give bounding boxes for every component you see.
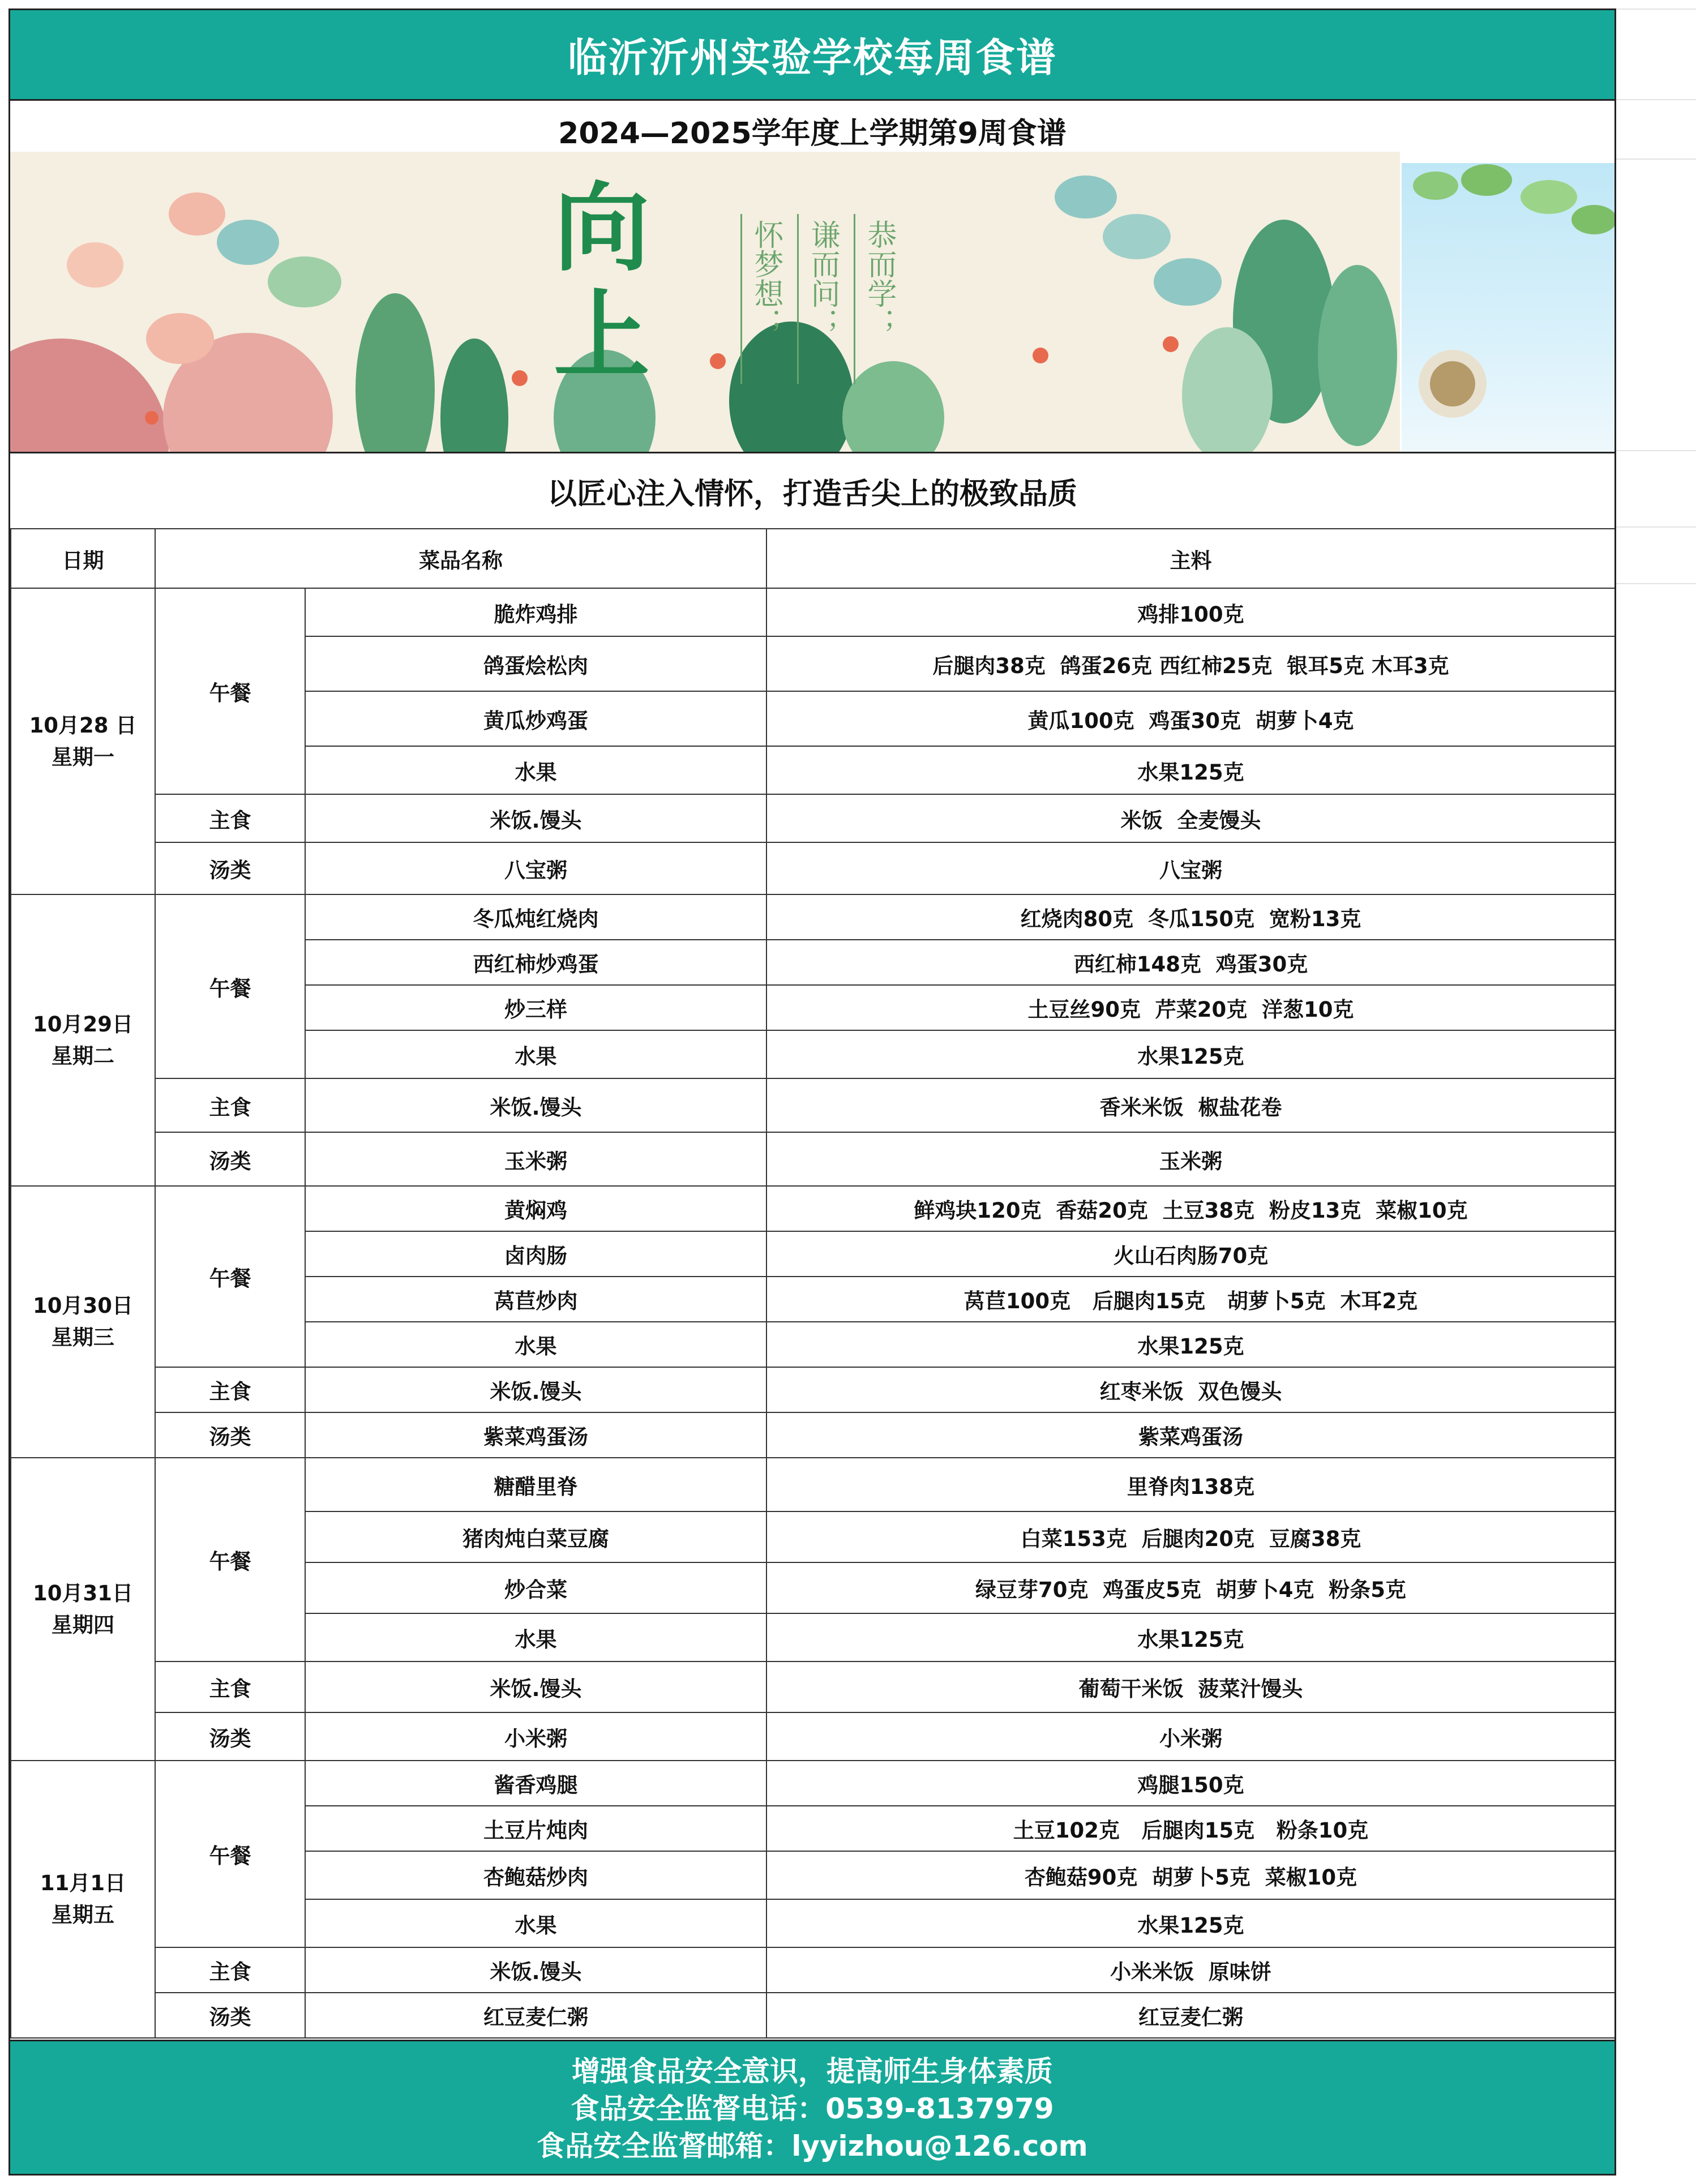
dish-name-cell: 土豆片炖肉 — [305, 1806, 766, 1851]
ingredients-cell: 玉米粥 — [766, 1132, 1615, 1186]
dish-name-cell: 黄瓜炒鸡蛋 — [305, 691, 766, 746]
table-row — [11, 1186, 1615, 1231]
weekday-text: 星期二 — [52, 1043, 114, 1068]
dish-name-cell: 水果 — [305, 1899, 766, 1947]
week-subtitle: 2024—2025学年度上学期第9周食谱 — [558, 117, 1067, 151]
ingredients-cell: 红豆麦仁粥 — [766, 1993, 1615, 2038]
footer-safety-slogan: 增强食品安全意识，提高师生身体素质 — [572, 2054, 1053, 2088]
date-cell — [11, 1458, 155, 1761]
motto-line-1: 恭而学； — [862, 220, 896, 337]
table-row — [11, 1078, 1615, 1132]
table-row — [11, 794, 1615, 842]
meal-category-cell: 主食 — [155, 794, 305, 842]
ingredients-cell: 小米粥 — [766, 1712, 1615, 1761]
meal-category-cell: 主食 — [155, 1661, 305, 1712]
dish-name-cell: 米饭.馒头 — [305, 794, 766, 842]
dish-name-cell: 炒合菜 — [305, 1562, 766, 1613]
table-row — [11, 588, 1615, 636]
date-text: 10月30日 — [33, 1294, 133, 1318]
dish-column-header: 菜品名称 — [155, 529, 766, 588]
ingredients-cell: 后腿肉38克 鸽蛋26克 西红柿25克 银耳5克 木耳3克 — [766, 636, 1615, 691]
dish-name-cell: 水果 — [305, 746, 766, 794]
date-cell — [11, 1761, 155, 2038]
meal-category-cell: 主食 — [155, 1367, 305, 1412]
dish-name-cell: 紫菜鸡蛋汤 — [305, 1412, 766, 1458]
table-row — [11, 1712, 1615, 1761]
dish-name-cell: 猪肉炖白菜豆腐 — [305, 1511, 766, 1562]
ingredients-cell: 土豆102克 后腿肉15克 粉条10克 — [766, 1806, 1615, 1851]
ingredients-cell: 水果125克 — [766, 746, 1615, 794]
dish-name-cell: 鸽蛋烩松肉 — [305, 636, 766, 691]
meal-category-cell: 午餐 — [155, 894, 305, 1078]
ingredients-cell: 红枣米饭 双色馒头 — [766, 1367, 1615, 1412]
footer-phone: 食品安全监督电话：0539-8137979 — [571, 2092, 1054, 2125]
dish-name-cell: 炒三样 — [305, 985, 766, 1030]
dish-name-cell: 酱香鸡腿 — [305, 1761, 766, 1806]
ingredients-cell: 水果125克 — [766, 1322, 1615, 1367]
motto-line-3: 怀梦想； — [749, 220, 783, 337]
dish-name-cell: 卤肉肠 — [305, 1231, 766, 1277]
ingredients-cell: 绿豆芽70克 鸡蛋皮5克 胡萝卜4克 粉条5克 — [766, 1562, 1615, 1613]
ingredients-cell: 鲜鸡块120克 香菇20克 土豆38克 粉皮13克 菜椒10克 — [766, 1186, 1615, 1231]
banner-plants-art — [10, 152, 1400, 452]
ingredients-cell: 杏鲍菇90克 胡萝卜5克 菜椒10克 — [766, 1851, 1615, 1899]
dish-name-cell: 小米粥 — [305, 1712, 766, 1761]
footer-email: 食品安全监督邮箱：lyyizhou@126.com — [537, 2129, 1088, 2162]
meal-category-cell: 午餐 — [155, 1761, 305, 1947]
date-text: 10月28 日 — [29, 713, 137, 738]
date-cell — [11, 1186, 155, 1458]
table-row — [11, 842, 1615, 894]
ingredients-cell: 水果125克 — [766, 1899, 1615, 1947]
date-cell — [11, 894, 155, 1186]
ingredients-cell: 红烧肉80克 冬瓜150克 宽粉13克 — [766, 894, 1615, 940]
weekday-text: 星期五 — [52, 1903, 114, 1927]
dish-name-cell: 八宝粥 — [305, 842, 766, 894]
table-row — [11, 1367, 1615, 1412]
dish-name-cell: 莴苣炒肉 — [305, 1277, 766, 1322]
motto-line-2: 谦而问； — [806, 220, 840, 337]
page-title: 临沂沂州实验学校每周食谱 — [10, 10, 1614, 101]
meal-category-cell: 汤类 — [155, 842, 305, 894]
slogan-text: 以匠心注入情怀，打造舌尖上的极致品质 — [10, 452, 1614, 528]
date-column-header: 日期 — [11, 529, 155, 588]
ingredients-cell: 鸡排100克 — [766, 588, 1615, 636]
table-row — [11, 1947, 1615, 1993]
ingredients-cell: 紫菜鸡蛋汤 — [766, 1412, 1615, 1458]
ingredients-cell: 小米米饭 原味饼 — [766, 1947, 1615, 1993]
dish-name-cell: 糖醋里脊 — [305, 1458, 766, 1511]
dish-name-cell: 杏鲍菇炒肉 — [305, 1851, 766, 1899]
date-text: 11月1日 — [40, 1871, 126, 1895]
date-text: 10月29日 — [33, 1012, 133, 1037]
dish-name-cell: 水果 — [305, 1613, 766, 1661]
menu-sheet — [8, 8, 1616, 2176]
table-row — [11, 894, 1615, 940]
meal-category-cell: 午餐 — [155, 588, 305, 794]
ingredients-cell: 莴苣100克 后腿肉15克 胡萝卜5克 木耳2克 — [766, 1277, 1615, 1322]
ingredients-cell: 水果125克 — [766, 1613, 1615, 1661]
banner-big-characters: 向 上 — [554, 172, 650, 392]
ingredients-cell: 火山石肉肠70克 — [766, 1231, 1615, 1277]
dish-name-cell: 玉米粥 — [305, 1132, 766, 1186]
dish-name-cell: 水果 — [305, 1322, 766, 1367]
side-photo — [1402, 163, 1616, 452]
table-row — [11, 1761, 1615, 1806]
ingredients-cell: 里脊肉138克 — [766, 1458, 1615, 1511]
meal-category-cell: 主食 — [155, 1947, 305, 1993]
ingredients-cell: 鸡腿150克 — [766, 1761, 1615, 1806]
table-row — [11, 1993, 1615, 2038]
meal-category-cell: 午餐 — [155, 1458, 305, 1661]
date-text: 10月31日 — [33, 1581, 133, 1605]
dish-name-cell: 米饭.馒头 — [305, 1078, 766, 1132]
table-row — [11, 1458, 1615, 1511]
table-row — [11, 1132, 1615, 1186]
dish-name-cell: 西红柿炒鸡蛋 — [305, 940, 766, 985]
ingredients-cell: 土豆丝90克 芹菜20克 洋葱10克 — [766, 985, 1615, 1030]
ingredients-cell: 西红柿148克 鸡蛋30克 — [766, 940, 1615, 985]
ingredients-cell: 米饭 全麦馒头 — [766, 794, 1615, 842]
meal-category-cell: 主食 — [155, 1078, 305, 1132]
dish-name-cell: 米饭.馒头 — [305, 1661, 766, 1712]
ingredients-cell: 香米米饭 椒盐花卷 — [766, 1078, 1615, 1132]
table-row — [11, 1412, 1615, 1458]
menu-table — [10, 528, 1616, 2039]
date-cell — [11, 588, 155, 894]
dish-name-cell: 冬瓜炖红烧肉 — [305, 894, 766, 940]
dish-name-cell: 脆炸鸡排 — [305, 588, 766, 636]
ingredients-cell: 八宝粥 — [766, 842, 1615, 894]
footer-banner — [10, 2040, 1614, 2176]
ingredients-column-header: 主料 — [766, 529, 1615, 588]
table-row — [11, 1661, 1615, 1712]
dish-name-cell: 水果 — [305, 1030, 766, 1078]
meal-category-cell: 汤类 — [155, 1132, 305, 1186]
dish-name-cell: 米饭.馒头 — [305, 1947, 766, 1993]
weekday-text: 星期一 — [52, 744, 114, 769]
meal-category-cell: 午餐 — [155, 1186, 305, 1367]
spreadsheet-gridlines — [1616, 0, 1696, 2184]
ingredients-cell: 黄瓜100克 鸡蛋30克 胡萝卜4克 — [766, 691, 1615, 746]
banner-illustration — [10, 152, 1400, 452]
meal-category-cell: 汤类 — [155, 1412, 305, 1458]
ingredients-cell: 水果125克 — [766, 1030, 1615, 1078]
meal-category-cell: 汤类 — [155, 1712, 305, 1761]
ingredients-cell: 葡萄干米饭 菠菜汁馒头 — [766, 1661, 1615, 1712]
dish-name-cell: 米饭.馒头 — [305, 1367, 766, 1412]
dish-name-cell: 红豆麦仁粥 — [305, 1993, 766, 2038]
weekday-text: 星期三 — [52, 1325, 114, 1350]
dish-name-cell: 黄焖鸡 — [305, 1186, 766, 1231]
meal-category-cell: 汤类 — [155, 1993, 305, 2038]
ingredients-cell: 白菜153克 后腿肉20克 豆腐38克 — [766, 1511, 1615, 1562]
table-header-row — [11, 529, 1615, 588]
weekday-text: 星期四 — [52, 1612, 114, 1637]
